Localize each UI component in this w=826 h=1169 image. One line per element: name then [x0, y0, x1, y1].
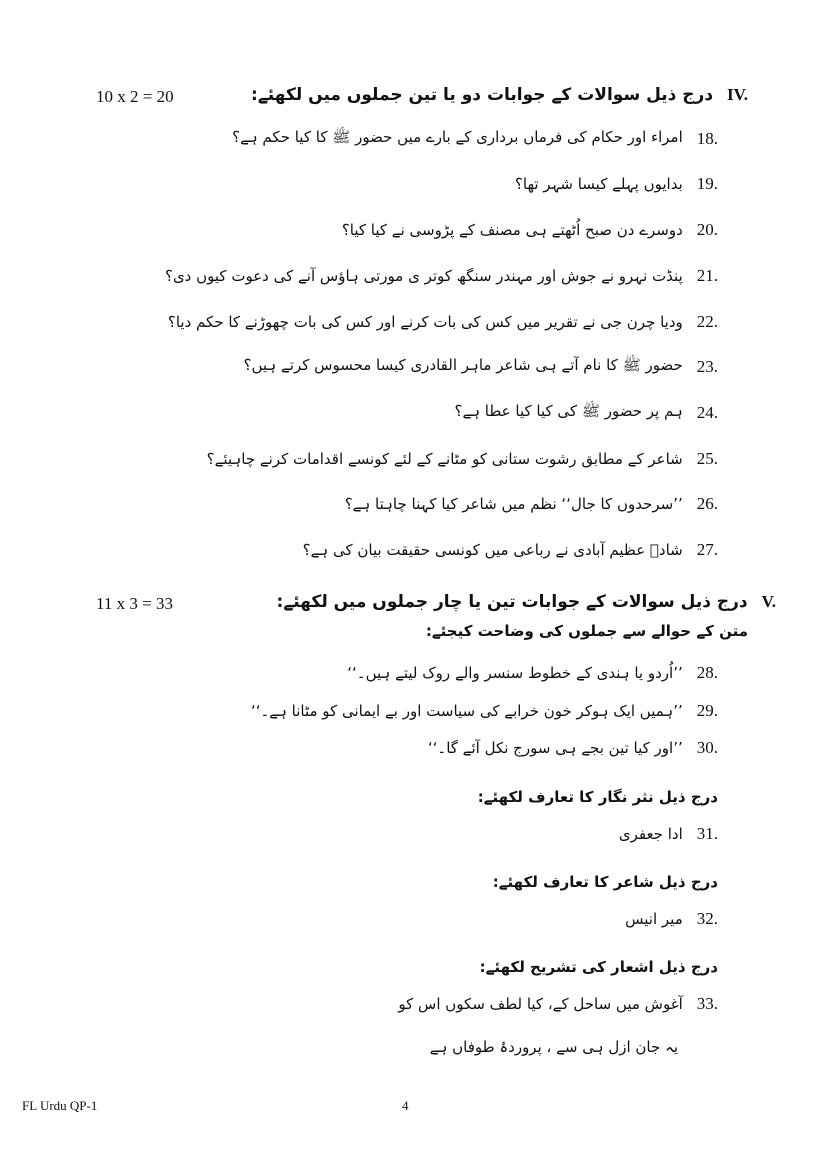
question-number: 22. [696, 312, 718, 331]
question-text: میر انیس [625, 910, 683, 928]
question-text: شاعر کے مطابق رشوت ستانی کو مٹانے کے لئے کونسے اقدامات کرنے چاہیئے؟ [206, 450, 683, 468]
question-19 [515, 170, 718, 198]
question-text: ادا جعفری [618, 825, 683, 843]
question-number: 21. [696, 266, 718, 285]
question-18 [232, 125, 718, 153]
subheading-poet: درج ذیل شاعر کا تعارف لکھئے: [492, 873, 718, 891]
question-number: 28. [696, 663, 718, 682]
question-22 [168, 308, 718, 336]
subheading-couplet: درج ذیل اشعار کی تشریح لکھئے: [479, 958, 718, 976]
question-number: 23. [696, 357, 718, 376]
question-number: 25. [696, 449, 718, 468]
question-text: ’’اُردو یا ہندی کے خطوط سنسر والے روک لیتے ہیں۔‘‘ [347, 664, 683, 682]
section-iv-heading: درج ذیل سوالات کے جوابات دو یا تین جملوں میں لکھئے: [251, 85, 714, 105]
section-iv-number: IV. [727, 84, 748, 104]
question-number: 32. [696, 909, 718, 928]
section-v-header [277, 591, 776, 612]
question-33 [398, 990, 718, 1018]
question-text: آغوش میں ساحل کے، کیا لطف سکوں اس کو [398, 995, 683, 1013]
question-32 [625, 905, 718, 933]
question-20 [342, 216, 718, 244]
question-number: 18. [696, 129, 718, 148]
question-number: 30. [696, 738, 718, 757]
question-number: 20. [696, 220, 718, 239]
question-text: بدایوں پہلے کیسا شہر تھا؟ [514, 175, 683, 193]
question-text: ’’اور کیا تین بجے ہی سورج نکل آئے گا۔‘‘ [427, 739, 683, 757]
question-number: 29. [696, 701, 718, 720]
question-text: ہم پر حضور ﷺ کی کیا کیا عطا ہے؟ [454, 402, 683, 420]
question-number: 19. [696, 174, 718, 193]
question-text: امراء اور حکام کی فرماں برداری کے بارے میں حضور ﷺ کا کیا حکم ہے؟ [232, 128, 683, 146]
question-21 [165, 262, 718, 290]
subheading-context: متن کے حوالے سے جملوں کی وضاحت کیجئے: [425, 622, 748, 640]
question-number: 31. [696, 824, 718, 843]
question-number: 33. [696, 994, 718, 1013]
question-30 [428, 734, 718, 762]
section-v-marks: 11 x 3 = 33 [96, 594, 173, 613]
question-number: 27. [696, 540, 718, 559]
question-31 [619, 820, 718, 848]
section-iv-marks: 10 x 2 = 20 [96, 87, 174, 106]
question-24 [455, 399, 719, 427]
section-v-number: V. [761, 591, 776, 611]
question-text: پنڈت نہرو نے جوش اور مہندر سنگھ کوتر ی مورتی ہاؤس آنے کی دعوت کیوں دی؟ [164, 267, 683, 285]
question-text: شادؔ عظیم آبادی نے رباعی میں کونسی حقیقت بیان کی ہے؟ [302, 541, 683, 559]
question-23 [244, 353, 718, 381]
question-28 [347, 659, 718, 687]
question-27 [303, 536, 718, 564]
question-number: 24. [696, 403, 718, 422]
section-iv-header [251, 84, 748, 105]
question-29 [251, 697, 718, 725]
question-25 [207, 445, 718, 473]
question-text: ’’سرحدوں کا جال‘‘ نظم میں شاعر کیا کہنا چاہتا ہے؟ [344, 495, 683, 513]
question-text: ’’ہمیں ایک ہوکر خون خرابے کی سیاست اور بے ایمانی کو مٹانا ہے۔‘‘ [250, 702, 683, 720]
page-number: 4 [402, 1098, 409, 1113]
question-number: 26. [696, 494, 718, 513]
section-v-heading: درج ذیل سوالات کے جوابات تین یا چار جملوں میں لکھئے: [276, 592, 748, 612]
subheading-prose-writer: درج ذیل نثر نگار کا تعارف لکھئے: [477, 788, 718, 806]
question-text: دوسرے دن صبح اُٹھتے ہی مصنف کے پڑوسی نے کیا کیا؟ [341, 221, 683, 239]
couplet-second-line: یہ جان ازل ہی سے ، پروردۂ طوفاں ہے [429, 1038, 678, 1056]
question-text: حضور ﷺ کا نام آتے ہی شاعر ماہر القادری کیسا محسوس کرتے ہیں؟ [243, 356, 683, 374]
question-26 [345, 490, 718, 518]
footer-code: FL Urdu QP-1 [22, 1098, 98, 1113]
question-text: ودیا چرن جی نے تقریر میں کس کی بات کرنے اور کس کی بات چھوڑنے کا حکم دیا؟ [167, 313, 683, 331]
